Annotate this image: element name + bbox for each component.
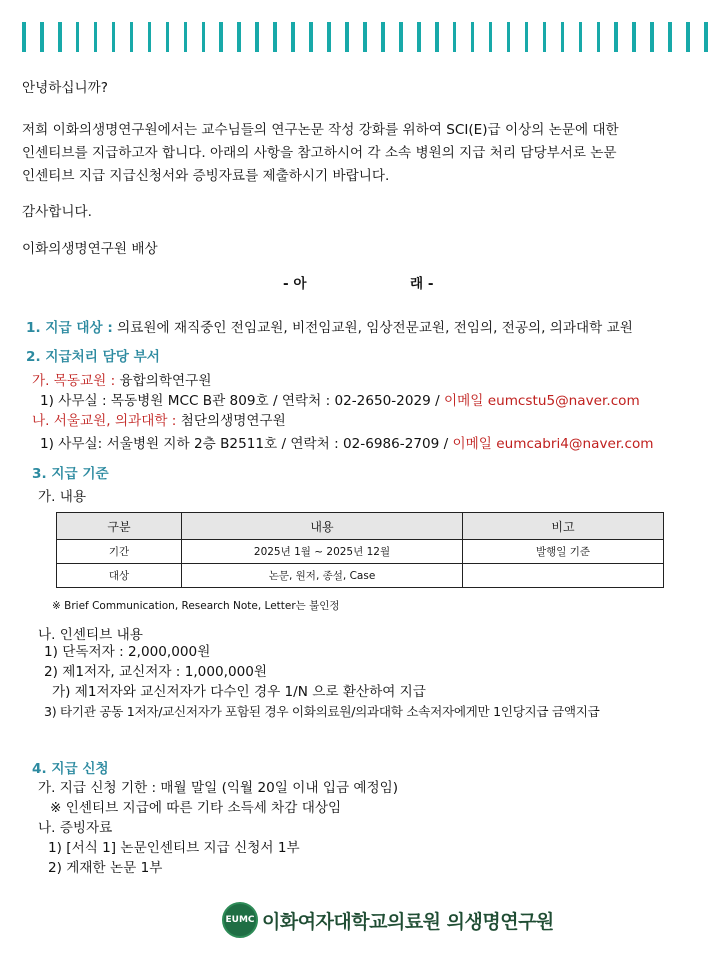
incentive-item-2: 2) 제1저자, 교신저자 : 1,000,000원 bbox=[44, 664, 268, 680]
footer-institution-name: 이화여자대학교의료원 의생명연구원 bbox=[262, 910, 554, 933]
section-2-b-detail: 1) 사무실: 서울병원 지하 2층 B2511호 / 연락처 : 02-6986-2709 / bbox=[40, 436, 453, 452]
table-header-cell: 구분 bbox=[57, 513, 182, 540]
intro-line-3: 인센티브 지급 지급신청서와 증빙자료를 제출하시기 바랍니다. bbox=[22, 168, 390, 184]
section-4-sub-b: 나. 증빙자료 bbox=[38, 820, 113, 836]
section-2-b-detail-line bbox=[40, 432, 654, 456]
section-2-a-email: 이메일 eumcstu5@naver.com bbox=[444, 393, 640, 409]
footer-logo bbox=[222, 902, 554, 938]
section-3-sub-a: 가. 내용 bbox=[38, 489, 87, 505]
table-row bbox=[57, 540, 664, 564]
table-cell: 2025년 1월 ~ 2025년 12월 bbox=[182, 540, 463, 564]
evidence-doc-2: 2) 게재한 논문 1부 bbox=[48, 860, 163, 876]
thanks-text: 감사합니다. bbox=[22, 204, 92, 220]
section-2-b bbox=[32, 409, 286, 433]
intro-line-1: 저희 이화의생명연구원에서는 교수님들의 연구논문 작성 강화를 위하여 SCI(E)급 이상의 논문에 대한 bbox=[22, 122, 619, 138]
sender-text: 이화의생명연구원 배상 bbox=[22, 241, 158, 257]
section-3-note: ※ Brief Communication, Research Note, Letter는 불인정 bbox=[52, 600, 340, 612]
section-3-heading: 3. 지급 기준 bbox=[32, 466, 109, 482]
section-2-a-label: 가. 목동교원 : bbox=[32, 373, 116, 389]
section-4-sub-a: 가. 지급 신청 기한 : 매월 말일 (익월 20일 이내 입금 예정임) bbox=[38, 780, 399, 796]
section-2-heading: 2. 지급처리 담당 부서 bbox=[26, 349, 160, 365]
section-1-heading: 1. 지급 대상 : bbox=[26, 320, 113, 336]
incentive-item-3: 3) 타기관 공동 1저자/교신저자가 포함된 경우 이화의료원/의과대학 소속저자에게만 1인당지급 금액지급 bbox=[44, 704, 600, 719]
incentive-item-1: 1) 단독저자 : 2,000,000원 bbox=[44, 644, 211, 660]
section-2-a-dept: 융합의학연구원 bbox=[115, 373, 212, 389]
section-1-text: 의료원에 재직중인 전임교원, 비전임교원, 임상전문교원, 전임의, 전공의, 의과대학 교원 bbox=[112, 320, 633, 336]
section-2-b-dept: 첨단의생명연구원 bbox=[176, 413, 286, 429]
section-2-a-detail: 1) 사무실 : 목동병원 MCC B관 809호 / 연락처 : 02-2650-2029 / bbox=[40, 393, 444, 409]
incentive-item-2a: 가) 제1저자와 교신저자가 다수인 경우 1/N 으로 환산하여 지급 bbox=[52, 684, 426, 700]
table-header-cell: 내용 bbox=[182, 513, 463, 540]
criteria-table bbox=[56, 512, 664, 588]
below-marker-right: 래 - bbox=[410, 276, 434, 292]
table-cell: 대상 bbox=[57, 564, 182, 588]
table-cell: 발행일 기준 bbox=[463, 540, 664, 564]
table-row bbox=[57, 564, 664, 588]
section-2-b-label: 나. 서울교원, 의과대학 : bbox=[32, 413, 177, 429]
section-4-note: ※ 인센티브 지급에 따른 기타 소득세 차감 대상임 bbox=[50, 800, 342, 816]
table-header-cell: 비고 bbox=[463, 513, 664, 540]
below-marker-left: - 아 bbox=[283, 276, 307, 292]
section-2-b-email: 이메일 eumcabri4@naver.com bbox=[452, 436, 654, 452]
header-stripe-bar bbox=[22, 22, 720, 52]
table-header-row bbox=[57, 513, 664, 540]
section-4-heading: 4. 지급 신청 bbox=[32, 761, 109, 777]
section-1 bbox=[26, 316, 633, 340]
table-cell bbox=[463, 564, 664, 588]
table-cell: 논문, 원저, 종설, Case bbox=[182, 564, 463, 588]
evidence-doc-1: 1) [서식 1] 논문인센티브 지급 신청서 1부 bbox=[48, 840, 300, 856]
intro-line-2: 인센티브를 지급하고자 합니다. 아래의 사항을 참고하시어 각 소속 병원의 지급 처리 담당부서로 논문 bbox=[22, 145, 617, 161]
section-3-sub-b: 나. 인센티브 내용 bbox=[38, 627, 143, 643]
table-cell: 기간 bbox=[57, 540, 182, 564]
ewha-seal-icon: EUMC bbox=[222, 902, 258, 938]
greeting: 안녕하십니까? bbox=[22, 80, 109, 96]
